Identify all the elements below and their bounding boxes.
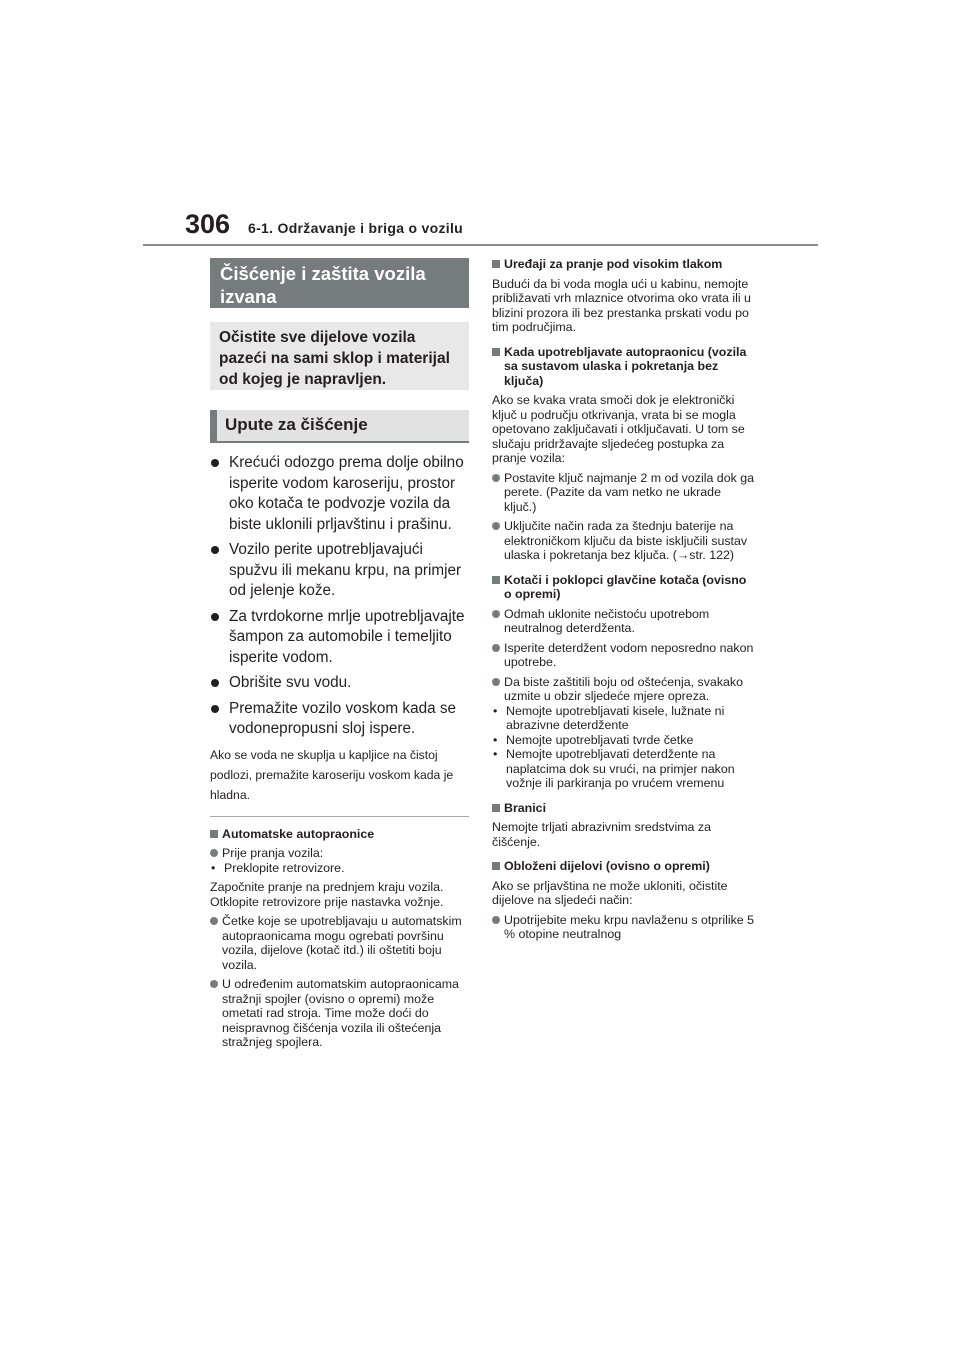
wheels-heading: Kotači i poklopci glavčine kotača (ovisno o opremi): [492, 573, 754, 602]
list-item: Da biste zaštitili boju od oštećenja, svakako uzmite u obzir sljedeće mjere opreza.: [492, 675, 754, 704]
page-number: 306: [185, 209, 231, 239]
paragraph: Ako se prljavština ne može ukloniti, očistite dijelove na sljedeći način:: [492, 878, 728, 907]
list-item: Postavite ključ najmanje 2 m od vozila dok ga perete. (Pazite da vam netko ne ukrade ključ.): [492, 471, 754, 515]
subsection-title: Upute za čišćenje: [210, 410, 469, 443]
list-item: Upotrijebite meku krpu navlaženu s otprilike 5 % otopine neutralnog: [492, 913, 754, 942]
intro-box: Očistite sve dijelove vozila pazeći na sami sklop i materijal od kojeg je napravljen.: [210, 322, 469, 390]
circle-bullet-icon: [492, 644, 500, 652]
keyless-heading: Kada upotrebljavate autopraonicu (vozila sa sustavom ulaska i pokretanja bez ključa): [492, 345, 754, 389]
paragraph: Započnite pranje na prednjem kraju vozila. Otklopite retrovizore prije nastavka vožnje.: [210, 880, 444, 909]
list-item: Premažite vozilo voskom kada se vodonepropusni sloj ispere.: [210, 699, 469, 740]
list-item: Obrišite svu vodu.: [210, 673, 469, 694]
list-item: Četke koje se upotrebljavaju u automatskim autopraonicama mogu ogrebati površinu vozila, dijelove (kotač itd.) ili oštetiti boju vozila.: [210, 914, 469, 972]
square-icon: [492, 260, 500, 268]
bullet-icon: [211, 459, 219, 467]
square-icon: [492, 862, 500, 870]
list-item: Isperite deterdžent vodom neposredno nakon upotrebe.: [492, 641, 754, 670]
square-icon: [492, 804, 500, 812]
bullet-icon: [211, 705, 219, 713]
circle-bullet-icon: [492, 474, 500, 482]
wax-note: Ako se voda ne skuplja u kapljice na čistoj podlozi, premažite karoseriju voskom kada je hladna.: [210, 745, 469, 817]
list-item: • Nemojte upotrebljavati deterdžente na naplatcima dok su vrući, na primjer nakon vožnje ili parkiranja po vrućem vremenu: [493, 747, 735, 790]
list-item: Prije pranja vozila:: [210, 846, 469, 861]
circle-bullet-icon: [492, 678, 500, 686]
circle-bullet-icon: [210, 980, 218, 988]
list-item: Za tvrdokorne mrlje upotrebljavajte šampon za automobile i temeljito isperite vodom.: [210, 607, 469, 669]
left-column: [210, 258, 469, 1050]
right-column: [492, 257, 754, 942]
bullet-icon: [211, 546, 219, 554]
list-item: • Preklopite retrovizore.: [211, 860, 345, 875]
square-icon: [210, 830, 218, 838]
paragraph: Nemojte trljati abrazivnim sredstvima za čišćenje.: [492, 820, 711, 849]
circle-bullet-icon: [210, 917, 218, 925]
bullet-icon: [211, 613, 219, 621]
list-item: Krećući odozgo prema dolje obilno isperite vodom karoseriju, prostor oko kotača te podvozje vozila da biste uklonili prljavštinu i prašinu.: [210, 453, 469, 535]
auto-wash-heading: Automatske autopraonice: [210, 827, 469, 842]
chapter-title: 6-1. Održavanje i briga o vozilu: [248, 220, 463, 236]
list-item: • Nemojte upotrebljavati tvrde četke: [493, 732, 694, 747]
list-item: U određenim automatskim autopraonicama stražnji spojler (ovisno o opremi) može ometati rad stroja. Time može doći do neispravnog čišćenja vozila ili oštećenja stražnjeg spojlera.: [210, 977, 469, 1050]
bullet-icon: [211, 679, 219, 687]
bumpers-heading: Branici: [492, 801, 754, 816]
section-title: Čišćenje i zaštita vozila izvana: [210, 258, 469, 308]
circle-bullet-icon: [210, 849, 218, 857]
plated-parts-heading: Obloženi dijelovi (ovisno o opremi): [492, 859, 754, 874]
header-rule: [143, 244, 818, 246]
list-item: Uključite način rada za štednju baterije na elektroničkom ključu da biste isključili sustav ulaska i pokretanja bez ključa. (→str. 122): [492, 519, 754, 563]
square-icon: [492, 348, 500, 356]
square-icon: [492, 576, 500, 584]
list-item: • Nemojte upotrebljavati kisele, lužnate ni abrazivne deterdžente: [493, 703, 725, 732]
paragraph: Budući da bi voda mogla ući u kabinu, nemojte približavati vrh mlaznice otvorima oko vrata ili u blizini prozora ili bez prestanka prskati vodu po tim područjima.: [492, 276, 751, 334]
list-item: Vozilo perite upotrebljavajući spužvu ili mekanu krpu, na primjer od jelenje kože.: [210, 540, 469, 602]
paragraph: Ako se kvaka vrata smoči dok je elektronički ključ u području otkrivanja, vrata bi se mogla opetovano zaključavati i otključavati. U tom se slučaju pridržavajte sljedećeg postupka za pranje vozila:: [492, 393, 745, 465]
cleaning-steps-list: [210, 453, 469, 740]
circle-bullet-icon: [492, 522, 500, 530]
circle-bullet-icon: [492, 916, 500, 924]
list-item: Odmah uklonite nečistoću upotrebom neutralnog deterdženta.: [492, 607, 754, 636]
circle-bullet-icon: [492, 610, 500, 618]
high-pressure-heading: Uređaji za pranje pod visokim tlakom: [492, 257, 754, 272]
